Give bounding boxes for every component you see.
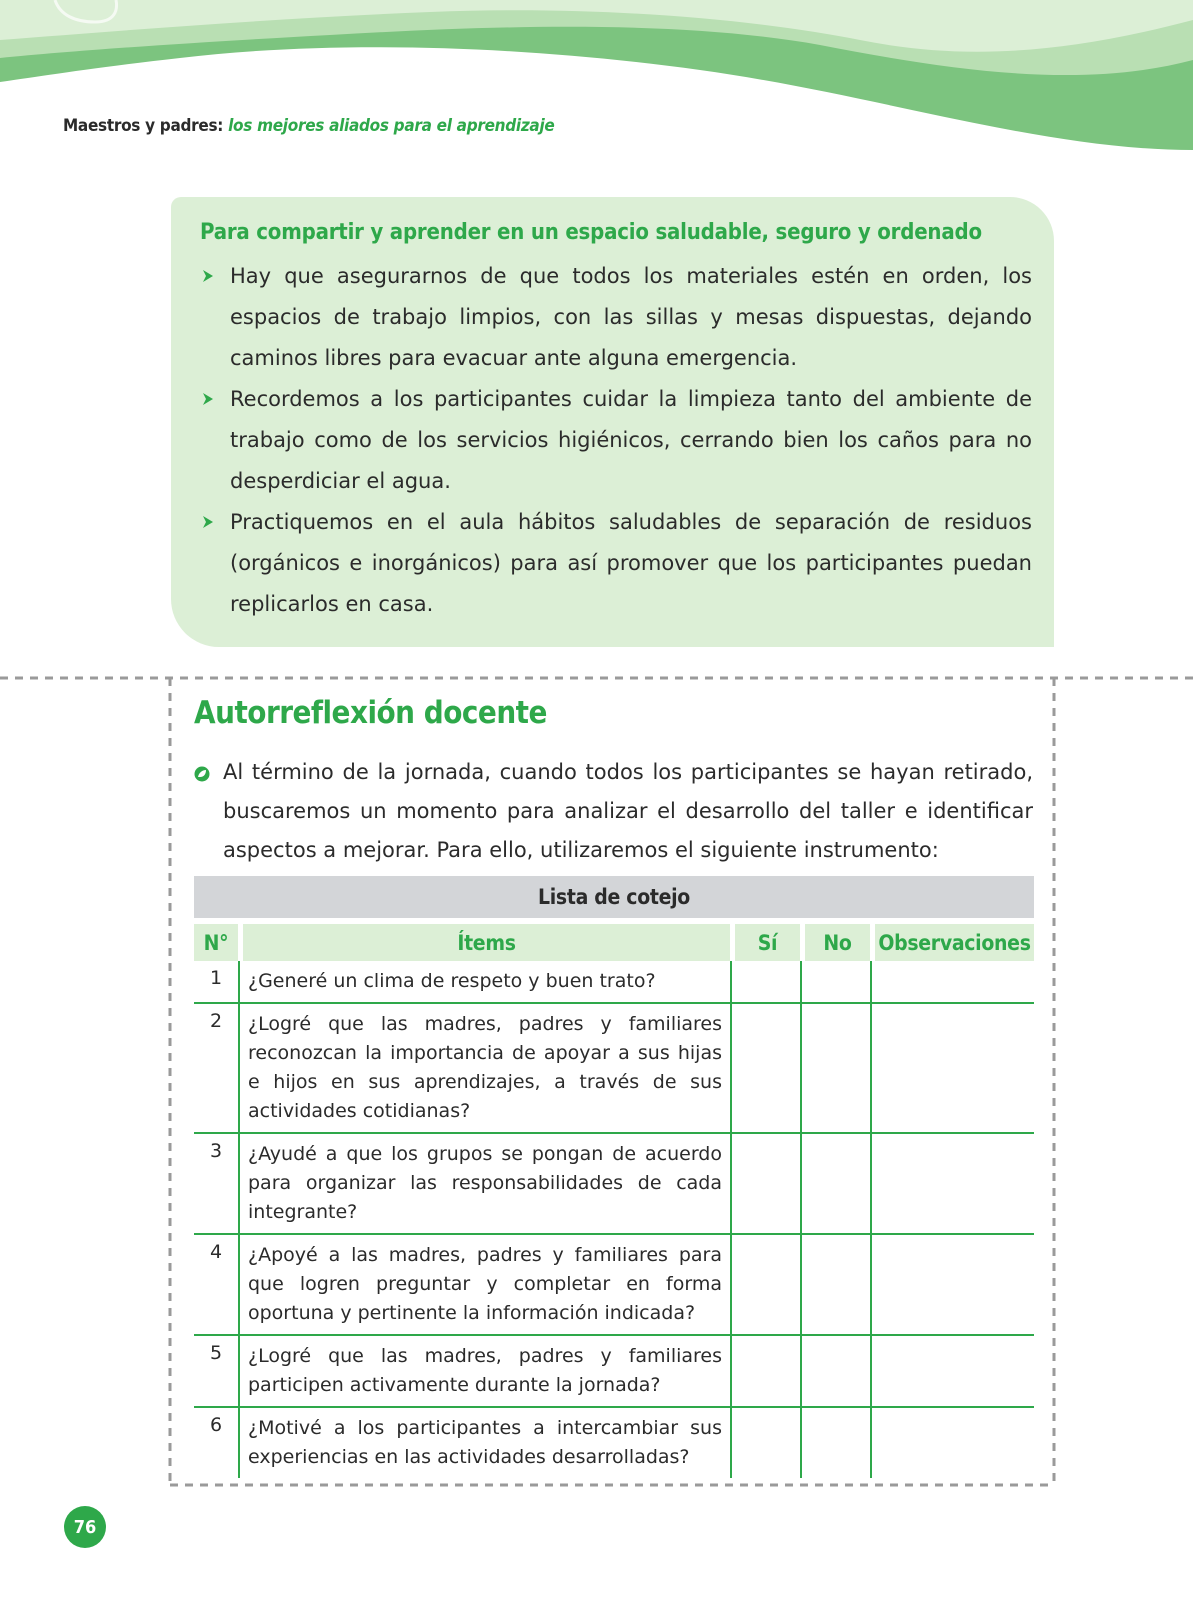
table-row bbox=[194, 1408, 1034, 1478]
chevron-right-icon bbox=[202, 269, 214, 283]
no-cell[interactable] bbox=[800, 961, 870, 1004]
checklist-table bbox=[194, 876, 1034, 1478]
row-number: 2 bbox=[194, 1004, 238, 1134]
row-item-text: ¿Logré que las madres, padres y familiares participen activamente durante la jornada? bbox=[238, 1336, 730, 1408]
row-item-text: ¿Apoyé a las madres, padres y familiares para que logren preguntar y completar en forma oportuna y pertinente la información indicada? bbox=[238, 1235, 730, 1336]
table-row bbox=[194, 1336, 1034, 1408]
yes-cell[interactable] bbox=[730, 1336, 800, 1408]
row-number: 6 bbox=[209, 1414, 223, 1436]
no-cell[interactable] bbox=[800, 1134, 870, 1235]
observations-cell[interactable] bbox=[870, 1235, 1034, 1336]
observations-cell[interactable] bbox=[870, 1004, 1034, 1134]
row-item-text: ¿Generé un clima de respeto y buen trato? bbox=[238, 961, 730, 1004]
no-cell[interactable] bbox=[800, 1408, 870, 1478]
page-number-badge: 76 bbox=[64, 1506, 106, 1548]
row-number: 3 bbox=[194, 1134, 238, 1235]
observations-cell[interactable] bbox=[870, 961, 1034, 1004]
no-cell[interactable] bbox=[800, 1336, 870, 1408]
tip-item bbox=[200, 502, 1032, 625]
tip-item-text: Practiquemos en el aula hábitos saludables de separación de residuos (orgánicos e inorgánicos) para así promover que los participantes puedan replicarlos en casa. bbox=[230, 510, 1032, 616]
row-number: 5 bbox=[194, 1336, 238, 1408]
header-num: N° bbox=[194, 924, 238, 961]
observations-cell[interactable] bbox=[870, 1336, 1034, 1408]
yes-cell[interactable] bbox=[730, 1004, 800, 1134]
checklist-title: Lista de cotejo bbox=[194, 876, 1034, 918]
tip-list bbox=[200, 256, 1032, 625]
chevron-right-icon bbox=[202, 392, 214, 406]
row-number: 4 bbox=[194, 1235, 238, 1336]
row-item-text: ¿Ayudé a que los grupos se pongan de acuerdo para organizar las responsabilidades de cada integrante? bbox=[238, 1134, 730, 1235]
header-no: No bbox=[800, 924, 870, 961]
running-head-prefix: Maestros y padres: bbox=[63, 116, 224, 136]
header-items: Ítems bbox=[238, 924, 730, 961]
observations-cell[interactable] bbox=[870, 1408, 1034, 1478]
header-observations: Observaciones bbox=[870, 924, 1034, 961]
no-cell[interactable] bbox=[800, 1235, 870, 1336]
running-head bbox=[63, 116, 554, 136]
tip-item-text: Recordemos a los participantes cuidar la limpieza tanto del ambiente de trabajo como de los servicios higiénicos, cerrando bien los caños para no desperdiciar el agua. bbox=[230, 387, 1032, 493]
leaf-circle-icon bbox=[194, 766, 210, 782]
checklist-title-row bbox=[194, 876, 1034, 918]
chevron-right-icon bbox=[202, 515, 214, 529]
yes-cell[interactable] bbox=[730, 961, 800, 1004]
checklist-header-row bbox=[194, 924, 1034, 961]
table-row bbox=[194, 961, 1034, 1004]
row-number: 1 bbox=[194, 961, 238, 1004]
running-head-subtitle: los mejores aliados para el aprendizaje bbox=[228, 116, 555, 136]
no-cell[interactable] bbox=[800, 1004, 870, 1134]
yes-cell[interactable] bbox=[730, 1408, 800, 1478]
tip-item bbox=[200, 256, 1032, 379]
table-row bbox=[194, 1134, 1034, 1235]
header-wave-decoration bbox=[0, 0, 1193, 160]
header-yes: Sí bbox=[730, 924, 800, 961]
table-row bbox=[194, 1235, 1034, 1336]
intro-paragraph: Al término de la jornada, cuando todos los participantes se hayan retirado, buscaremos un momento para analizar el desarrollo del taller e identificar aspectos a mejorar. Para ello, utilizaremos el siguiente instrumento: bbox=[223, 760, 1033, 862]
tip-item bbox=[200, 379, 1032, 502]
tip-item-text: Hay que asegurarnos de que todos los materiales estén en orden, los espacios de trabajo limpios, con las sillas y mesas dispuestas, dejando caminos libres para evacuar ante alguna emergencia. bbox=[230, 264, 1032, 370]
tip-box-title: Para compartir y aprender en un espacio saludable, seguro y ordenado bbox=[200, 220, 982, 245]
table-row bbox=[194, 1004, 1034, 1134]
section-title: Autorreflexión docente bbox=[194, 695, 547, 731]
yes-cell[interactable] bbox=[730, 1235, 800, 1336]
observations-cell[interactable] bbox=[870, 1134, 1034, 1235]
yes-cell[interactable] bbox=[730, 1134, 800, 1235]
row-item-text: ¿Motivé a los participantes a intercambiar sus experiencias en las actividades desarrolladas? bbox=[238, 1408, 730, 1478]
row-item-text: ¿Logré que las madres, padres y familiares reconozcan la importancia de apoyar a sus hijas e hijos en sus aprendizajes, a través de sus actividades cotidianas? bbox=[238, 1004, 730, 1134]
